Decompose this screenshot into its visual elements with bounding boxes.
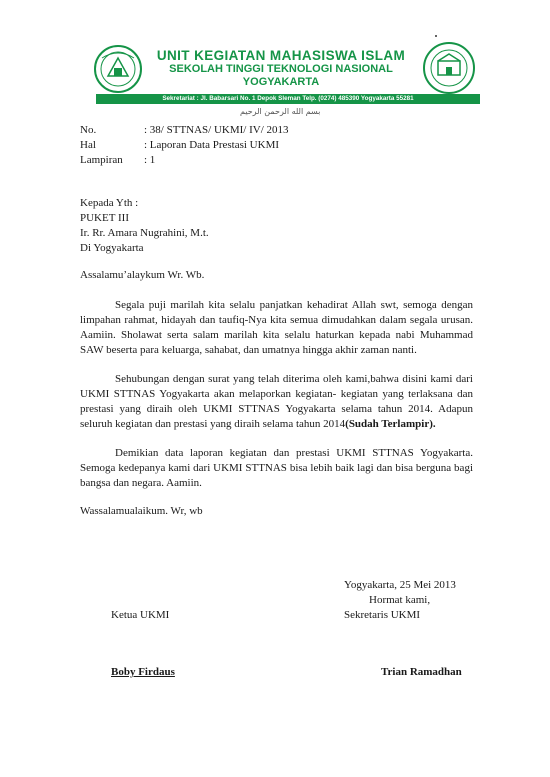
org-name: UNIT KEGIATAN MAHASISWA ISLAM xyxy=(156,48,406,63)
recipient-line-3: Ir. Rr. Amara Nugrahini, M.t. xyxy=(80,227,209,239)
no-label: No. xyxy=(80,124,97,136)
lampiran-label: Lampiran xyxy=(80,154,123,166)
left-role: Ketua UKMI xyxy=(111,609,170,621)
basmalah: بسم الله الرحمن الرحيم xyxy=(240,107,321,116)
lampiran-value: : 1 xyxy=(144,154,156,166)
recipient-line-1: Kepada Yth : xyxy=(80,197,139,209)
paragraph-2-bold: (Sudah Terlampir). xyxy=(345,418,436,430)
hal-label: Hal xyxy=(80,139,96,151)
regards: Hormat kami, xyxy=(369,594,431,606)
hal-value: : Laporan Data Prestasi UKMI xyxy=(144,139,280,151)
closing: Wassalamualaikum. Wr, wb xyxy=(80,505,203,517)
right-role: Sekretaris UKMI xyxy=(344,609,421,621)
recipient-line-4: Di Yogyakarta xyxy=(80,242,144,254)
college-name: SEKOLAH TINGGI TEKNOLOGI NASIONAL xyxy=(169,63,393,75)
paragraph-1: Segala puji marilah kita selalu panjatkan kehadirat Allah swt, semoga dengan limpahan rahmat, hidayah dan taufiq-Nya kita semua dimudahkan dalam segala urusan. Aamiin. Sholawat serta salam marilah kita selalu haturkan kepada nabi Muhammad SAW beserta para keluarga, sahabat, dan umatnya hingga akhir zaman nanti. xyxy=(80,299,473,356)
paragraph-3: Demikian data laporan kegiatan dan prestasi UKMI STTNAS Yogyakarta. Semoga kedepanya kami dari UKMI STTNAS bisa lebih baik lagi dan bisa berguna bagi bangsa dan negara. Aamiin. xyxy=(80,447,473,489)
no-value: : 38/ STTNAS/ UKMI/ IV/ 2013 xyxy=(144,124,289,136)
recipient-line-2: PUKET III xyxy=(80,212,129,224)
letterhead-title xyxy=(150,49,412,89)
address-bar: Sekretariat : Jl. Babarsari No. 1 Depok Sleman Telp. (0274) 485390 Yogyakarta 55281 xyxy=(96,94,480,104)
place-date: Yogyakarta, 25 Mei 2013 xyxy=(344,579,456,591)
left-signatory-name: Boby Firdaus xyxy=(111,666,175,678)
right-signatory-name: Trian Ramadhan xyxy=(381,666,462,678)
paragraph-2-text: Sehubungan dengan surat yang telah diterima oleh kami,bahwa disini kami dari UKMI STTNAS Yogyakarta akan melaporkan kegiatan- kegiatan yang terlaksana dan prestasi yang diraih oleh UKMI STTNAS Yogyakarta selama tahun 2014. Adapun seluruh kegiatan dan prestasi yang diraih selama tahun 2014 xyxy=(80,373,473,430)
speck xyxy=(435,35,437,37)
city-name: YOGYAKARTA xyxy=(242,76,320,88)
ukmi-logo-left xyxy=(92,44,144,94)
paragraph-2 xyxy=(80,372,473,432)
sttnas-logo-right xyxy=(420,41,478,95)
greeting: Assalamu’alaykum Wr. Wb. xyxy=(80,269,205,281)
